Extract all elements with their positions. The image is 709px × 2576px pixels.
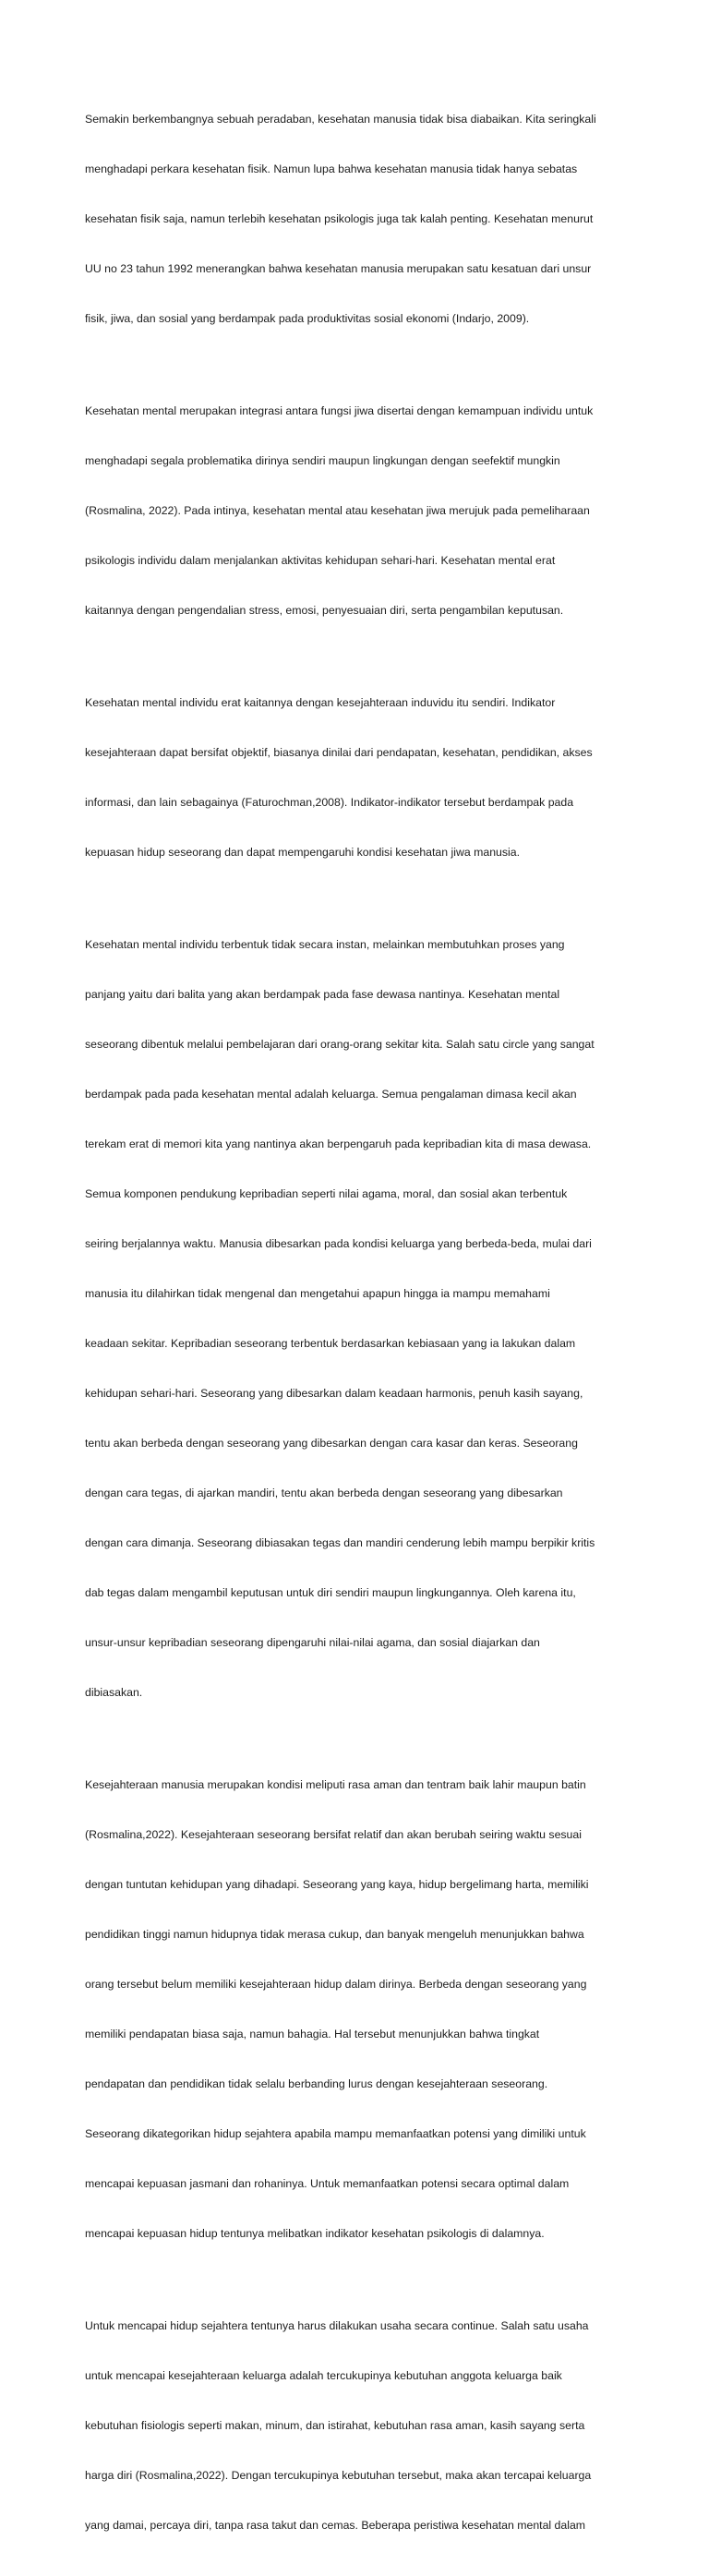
text-line: seiring berjalannya waktu. Manusia dibesarkan pada kondisi keluarga yang berbeda-beda, mulai dari [85,1237,592,1250]
text-line: dengan cara dimanja. Seseorang dibiasakan tegas dan mandiri cenderung lebih mampu berpikir kritis [85,1536,595,1549]
text-line: terekam erat di memori kita yang nantinya akan berpengaruh pada kepribadian kita di masa dewasa. [85,1138,592,1150]
text-line: Kesejahteraan manusia merupakan kondisi meliputi rasa aman dan tentram baik lahir maupun batin [85,1778,586,1791]
text-line: kehidupan sehari-hari. Seseorang yang dibesarkan dalam keadaan harmonis, penuh kasih sayang, [85,1387,583,1400]
text-line: berdampak pada pada kesehatan mental adalah keluarga. Semua pengalaman dimasa kecil akan [85,1088,577,1101]
paragraph-5 [85,1743,630,2275]
text-line: memiliki pendapatan biasa saja, namun bahagia. Hal tersebut menunjukkan bahwa tingkat [85,2028,540,2040]
text-line: UU no 23 tahun 1992 menerangkan bahwa kesehatan manusia merupakan satu kesatuan dari unsur [85,262,592,275]
paragraph-1 [85,78,630,360]
paragraph-2 [85,369,630,652]
text-line: Untuk mencapai hidup sejahtera tentunya harus dilakukan usaha secara continue. Salah satu usaha [85,2319,589,2332]
text-line: psikologis individu dalam menjalankan aktivitas kehidupan sehari-hari. Kesehatan mental erat [85,554,556,567]
text-line: kepuasan hidup seseorang dan dapat mempengaruhi kondisi kesehatan jiwa manusia. [85,846,521,859]
text-line: kebutuhan fisiologis seperti makan, minum, dan istirahat, kebutuhan rasa aman, kasih sayang serta [85,2419,585,2432]
text-line: kesejahteraan dapat bersifat objektif, biasanya dinilai dari pendapatan, kesehatan, pendidikan, akses [85,746,593,759]
text-line: tentu akan berbeda dengan seseorang yang dibesarkan dengan cara kasar dan keras. Seseorang [85,1437,578,1450]
text-line: dengan cara tegas, di ajarkan mandiri, tentu akan berbeda dengan seseorang yang dibesarkan [85,1487,563,1499]
text-line: Kesehatan mental merupakan integrasi antara fungsi jiwa disertai dengan kemampuan individu untuk [85,404,594,417]
text-line: seseorang dibentuk melalui pembelajaran dari orang-orang sekitar kita. Salah satu circle yang sangat [85,1038,595,1051]
text-line: orang tersebut belum memiliki kesejahteraan hidup dalam dirinya. Berbeda dengan seseorang yang [85,1978,587,1991]
paragraph-4 [85,903,630,1734]
text-line: dab tegas dalam mengambil keputusan untuk diri sendiri maupun lingkungannya. Oleh karena itu, [85,1586,576,1599]
text-line: untuk mencapai kesejahteraan keluarga adalah tercukupinya kebutuhan anggota keluarga baik [85,2369,562,2382]
text-line: keadaan sekitar. Kepribadian seseorang terbentuk berdasarkan kebiasaan yang ia lakukan dalam [85,1337,576,1350]
text-line: unsur-unsur kepribadian seseorang dipengaruhi nilai-nilai agama, dan sosial diajarkan dan [85,1636,540,1649]
text-line: Seseorang dikategorikan hidup sejahtera apabila mampu memanfaatkan potensi yang dimiliki untuk [85,2127,586,2140]
paragraph-6 [85,2284,630,2567]
text-line: Kesehatan mental individu erat kaitannya dengan kesejahteraan induvidu itu sendiri. Indikator [85,696,556,709]
text-line: menghadapi segala problematika dirinya sendiri maupun lingkungan dengan seefektif mungkin [85,454,560,467]
text-line: mencapai kepuasan hidup tentunya melibatkan indikator kesehatan psikologis di dalamnya. [85,2227,545,2240]
text-line: kaitannya dengan pengendalian stress, emosi, penyesuaian diri, serta pengambilan keputusan. [85,604,564,617]
text-line: (Rosmalina,2022). Kesejahteraan seseorang bersifat relatif dan akan berubah seiring waktu sesuai [85,1828,582,1841]
text-line: (Rosmalina, 2022). Pada intinya, kesehatan mental atau kesehatan jiwa merujuk pada pemeliharaan [85,504,590,517]
text-line: harga diri (Rosmalina,2022). Dengan tercukupinya kebutuhan tersebut, maka akan tercapai keluarga [85,2469,592,2482]
text-line: menghadapi perkara kesehatan fisik. Namun lupa bahwa kesehatan manusia tidak hanya sebatas [85,163,578,175]
text-line: mencapai kepuasan jasmani dan rohaninya. Untuk memanfaatkan potensi secara optimal dalam [85,2177,570,2190]
text-line: Kesehatan mental individu terbentuk tidak secara instan, melainkan membutuhkan proses yang [85,938,565,951]
document-page [85,78,630,2576]
text-line: fisik, jiwa, dan sosial yang berdampak pada produktivitas sosial ekonomi (Indarjo, 2009). [85,312,530,325]
text-line: pendidikan tinggi namun hidupnya tidak merasa cukup, dan banyak mengeluh menunjukkan bahwa [85,1928,584,1941]
text-line: panjang yaitu dari balita yang akan berdampak pada fase dewasa nantinya. Kesehatan mental [85,988,560,1001]
text-line: dibiasakan. [85,1686,143,1699]
text-line: kesehatan fisik saja, namun terlebih kesehatan psikologis juga tak kalah penting. Kesehatan menurut [85,212,594,225]
text-line: manusia itu dilahirkan tidak mengenal dan mengetahui apapun hingga ia mampu memahami [85,1287,550,1300]
paragraph-3 [85,661,630,894]
text-line: yang damai, percaya diri, tanpa rasa takut dan cemas. Beberapa peristiwa kesehatan mental dalam [85,2519,586,2532]
text-line: informasi, dan lain sebagainya (Faturochman,2008). Indikator-indikator tersebut berdampak pada [85,796,574,809]
text-line: Semakin berkembangnya sebuah peradaban, kesehatan manusia tidak bisa diabaikan. Kita seringkali [85,113,596,126]
text-line: pendapatan dan pendidikan tidak selalu berbanding lurus dengan kesejahteraan seseorang. [85,2077,548,2090]
text-line: dengan tuntutan kehidupan yang dihadapi. Seseorang yang kaya, hidup bergelimang harta, memiliki [85,1878,589,1891]
text-line: Semua komponen pendukung kepribadian seperti nilai agama, moral, dan sosial akan terbentuk [85,1187,568,1200]
